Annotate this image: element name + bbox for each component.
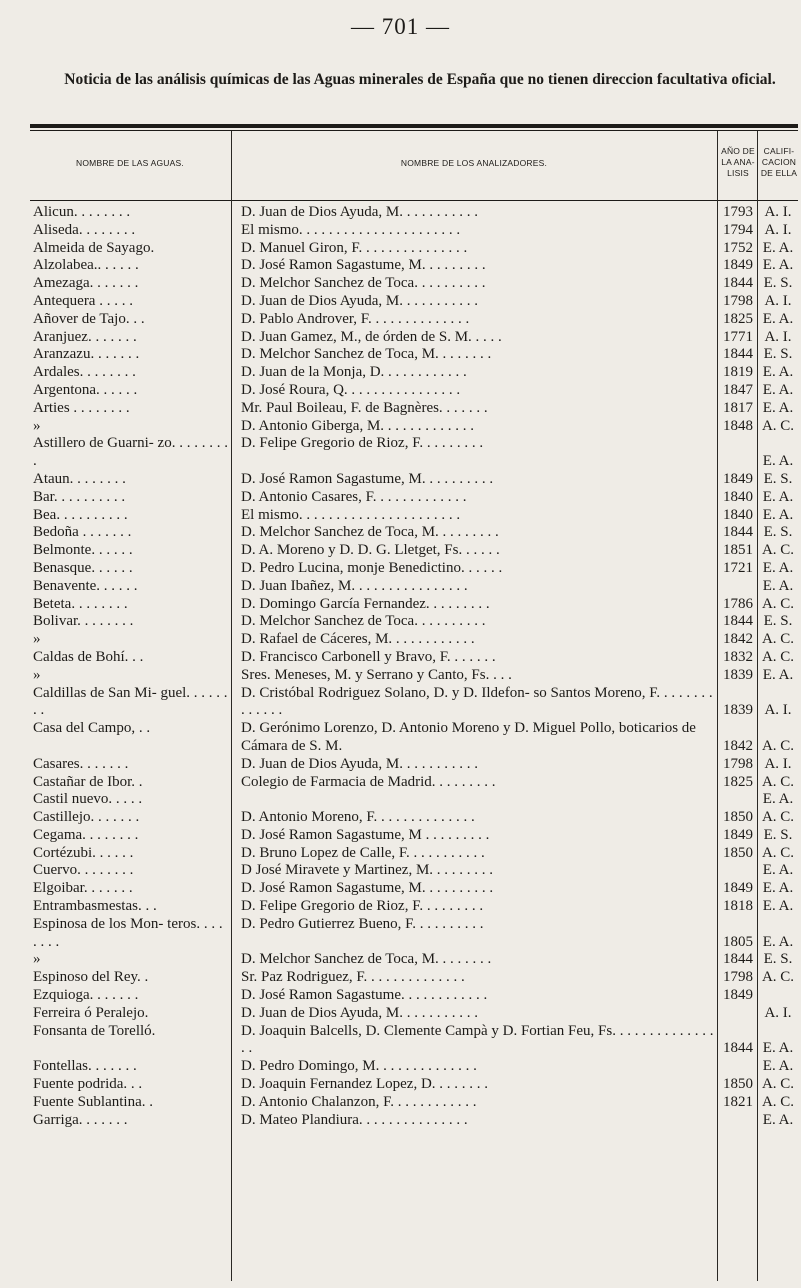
analysis-year: 1794: [723, 221, 753, 238]
table-row: [0, 329, 801, 347]
table-row: [0, 845, 801, 863]
analysis-year: 1849: [723, 470, 753, 487]
table-row: [0, 204, 801, 222]
analyst-name: D. Pedro Gutierrez Bueno, F. . . . . . . . . .: [241, 915, 484, 932]
spring-name: Añover de Tajo. . .: [33, 310, 145, 327]
analysis-year: 1721: [723, 559, 753, 576]
spring-name: Amezaga. . . . . . .: [33, 275, 139, 292]
spring-name: Antequera . . . . .: [33, 292, 133, 309]
analysis-year: 1850: [723, 1076, 753, 1093]
rating: E. A.: [762, 506, 794, 523]
table-row: [0, 649, 801, 667]
table-row: [0, 951, 801, 969]
analysis-year: 1825: [723, 773, 753, 790]
springs-table: [0, 204, 801, 1129]
table-row: [0, 1094, 801, 1112]
rating: A. C.: [761, 773, 795, 790]
analysis-year: 1848: [723, 417, 753, 434]
analysis-year: 1819: [723, 364, 753, 381]
analysis-year: 1847: [723, 381, 753, 398]
analyst-name: D. Joaquin Balcells, D. Clemente Campà y D. Fortian Feu, Fs. . . . . . . . . . . . . . . .: [241, 1022, 714, 1057]
analysis-year: 1825: [723, 310, 753, 327]
analysis-year: 1839: [723, 666, 753, 683]
table-row: [0, 240, 801, 258]
spring-name: Almeida de Sayago.: [33, 239, 155, 256]
analyst-name: D. José Roura, Q. . . . . . . . . . . . . . . .: [241, 381, 461, 398]
rating: E. S.: [763, 951, 793, 968]
spring-name: Fonsanta de Torelló.: [33, 1022, 156, 1039]
table-row: [0, 257, 801, 275]
rating: E. S.: [763, 826, 793, 843]
rating: E. A.: [762, 453, 794, 470]
analyst-name: D. Felipe Gregorio de Rioz, F. . . . . . . . .: [241, 898, 484, 915]
analyst-name: D. José Ramon Sagastume, M. . . . . . . . . .: [241, 880, 494, 897]
rating: A. C.: [761, 542, 795, 559]
top-rule-thin: [30, 130, 798, 131]
spring-name: Argentona. . . . . .: [33, 381, 138, 398]
table-row: [0, 685, 801, 721]
analyst-name: Sres. Meneses, M. y Serrano y Canto, Fs. . . .: [241, 666, 512, 683]
spring-name: Elgoibar. . . . . . .: [33, 880, 133, 897]
rating: E. A.: [762, 862, 794, 879]
analyst-name: D. Cristóbal Rodriguez Solano, D. y D. Ildefon- so Santos Moreno, F. . . . . . . . . . . . . .: [241, 684, 713, 719]
table-row: [0, 827, 801, 845]
analyst-name: D. Melchor Sanchez de Toca, M. . . . . . . .: [241, 346, 492, 363]
rating: A. C.: [761, 809, 795, 826]
rating: E. A.: [762, 399, 794, 416]
analysis-year: 1849: [723, 826, 753, 843]
spring-name: Benasque. . . . . .: [33, 559, 133, 576]
spring-name: Casa del Campo, . .: [33, 720, 151, 737]
table-row: [0, 774, 801, 792]
table-row: [0, 275, 801, 293]
analysis-year: 1844: [723, 346, 753, 363]
spring-name: Cegama. . . . . . . .: [33, 826, 139, 843]
spring-name: Garriga. . . . . . .: [33, 1111, 128, 1128]
table-row: [0, 542, 801, 560]
rating: A. C.: [761, 631, 795, 648]
table-row: [0, 756, 801, 774]
analysis-year: 1786: [723, 595, 753, 612]
top-rule-thick: [30, 124, 798, 128]
spring-name: Entrambasmestas. . .: [33, 898, 157, 915]
rating: E. S.: [763, 275, 793, 292]
header-divider: [30, 200, 798, 201]
analyst-name: D. Rafael de Cáceres, M. . . . . . . . . . . .: [241, 631, 475, 648]
spring-name: Beteta. . . . . . . .: [33, 595, 128, 612]
table-row: [0, 667, 801, 685]
analyst-name: D. Joaquin Fernandez Lopez, D. . . . . . . .: [241, 1076, 489, 1093]
page-number: — 701 —: [351, 14, 450, 39]
rating: E. A.: [762, 257, 794, 274]
rating: A. I.: [764, 221, 792, 238]
analyst-name: D. Melchor Sanchez de Toca. . . . . . . . . .: [241, 275, 486, 292]
analyst-name: D. Pablo Androver, F. . . . . . . . . . . . . .: [241, 310, 470, 327]
analyst-name: D. Felipe Gregorio de Rioz, F. . . . . . . . .: [241, 435, 484, 452]
analyst-name: D. Pedro Lucina, monje Benedictino. . . . . .: [241, 559, 503, 576]
table-row: [0, 987, 801, 1005]
analysis-year: 1844: [723, 1040, 753, 1057]
analyst-name: D. A. Moreno y D. D. G. Lletget, Fs. . . . . .: [241, 542, 500, 559]
analyst-name: D. Antonio Casares, F. . . . . . . . . . . . .: [241, 488, 467, 505]
spring-name: Fuente podrida. . .: [33, 1076, 143, 1093]
rating: E. A.: [762, 577, 794, 594]
table-row: [0, 596, 801, 614]
table-row: [0, 507, 801, 525]
column-header-analysts: NOMBRE DE LOS ANALIZADORES.: [400, 158, 548, 168]
analysis-year: 1842: [723, 631, 753, 648]
rating: A. C.: [761, 969, 795, 986]
analysis-year: 1752: [723, 239, 753, 256]
spring-name: Alicun. . . . . . . .: [33, 204, 131, 220]
analyst-name: D. José Ramon Sagastume. . . . . . . . . . . .: [241, 987, 488, 1004]
spring-name: Aranzazu. . . . . . .: [33, 346, 140, 363]
spring-name: Bar. . . . . . . . . .: [33, 488, 126, 505]
analyst-name: D. Manuel Giron, F. . . . . . . . . . . . . . .: [241, 239, 468, 256]
analyst-name: Mr. Paul Boileau, F. de Bagnères. . . . . . .: [241, 399, 488, 416]
table-row: [0, 791, 801, 809]
spring-name: Fontellas. . . . . . .: [33, 1058, 137, 1075]
analysis-year: 1818: [723, 898, 753, 915]
rating: A. C.: [761, 844, 795, 861]
rating: E. S.: [763, 524, 793, 541]
table-row: [0, 364, 801, 382]
table-row: [0, 489, 801, 507]
rating: A. C.: [761, 1093, 795, 1110]
analysis-year: 1850: [723, 844, 753, 861]
analyst-name: Colegio de Farmacia de Madrid. . . . . . . . .: [241, 773, 496, 790]
table-row: [0, 346, 801, 364]
analysis-year: 1844: [723, 275, 753, 292]
analyst-name: D. Domingo García Fernandez. . . . . . . . .: [241, 595, 490, 612]
spring-name: Espinosa de los Mon- teros. . . . . . . .: [33, 915, 223, 950]
table-row: [0, 1076, 801, 1094]
analyst-name: D. Melchor Sanchez de Toca, M. . . . . . . .: [241, 951, 492, 968]
spring-name: Bolivar. . . . . . . .: [33, 613, 134, 630]
analyst-name: D. Juan de Dios Ayuda, M. . . . . . . . . . .: [241, 755, 478, 772]
analyst-name: El mismo. . . . . . . . . . . . . . . . . . . . . .: [241, 506, 461, 523]
spring-name: Ferreira ó Peralejo.: [33, 1004, 149, 1021]
rating: E. A.: [762, 880, 794, 897]
spring-name: Bedoña . . . . . . .: [33, 524, 132, 541]
analyst-name: D. Juan Ibañez, M. . . . . . . . . . . . . . . .: [241, 577, 468, 594]
analyst-name: D José Miravete y Martinez, M. . . . . . . . .: [241, 862, 494, 879]
page-heading: Noticia de las análisis químicas de las Aguas minerales de España que no tienen direccion facultativa oficial.: [64, 71, 776, 88]
analyst-name: D. José Ramon Sagastume, M. . . . . . . . .: [241, 257, 486, 274]
spring-name: Ardales. . . . . . . .: [33, 364, 136, 381]
spring-name: Belmonte. . . . . .: [33, 542, 133, 559]
analysis-year: 1817: [723, 399, 753, 416]
analysis-year: 1798: [723, 969, 753, 986]
analyst-name: D. Mateo Plandiura. . . . . . . . . . . . . . .: [241, 1111, 468, 1128]
spring-name: Castañar de Ibor. .: [33, 773, 143, 790]
analysis-year: 1771: [723, 328, 753, 345]
analyst-name: D. Antonio Chalanzon, F. . . . . . . . . . . .: [241, 1093, 477, 1110]
table-row: [0, 969, 801, 987]
spring-name: Arties . . . . . . . .: [33, 399, 130, 416]
analyst-name: D. Gerónimo Lorenzo, D. Antonio Moreno y D. Miguel Pollo, boticarios de Cámara de S. M.: [241, 720, 696, 754]
analysis-year: 1805: [723, 933, 753, 950]
analyst-name: D. Melchor Sanchez de Toca. . . . . . . . . .: [241, 613, 486, 630]
analysis-year: 1850: [723, 809, 753, 826]
analysis-year: 1840: [723, 488, 753, 505]
analysis-year: 1832: [723, 648, 753, 665]
analysis-year: 1798: [723, 292, 753, 309]
table-row: [0, 631, 801, 649]
analyst-name: D. Melchor Sanchez de Toca, M. . . . . . . . .: [241, 524, 499, 541]
table-row: [0, 560, 801, 578]
rating: A. I.: [764, 755, 792, 772]
spring-name: Astillero de Guarni- zo. . . . . . . . .: [33, 435, 228, 470]
analysis-year: 1840: [723, 506, 753, 523]
analyst-name: D. Antonio Giberga, M. . . . . . . . . . . . .: [241, 417, 475, 434]
table-row: [0, 720, 801, 756]
analysis-year: 1842: [723, 737, 753, 754]
rating: A. C.: [761, 595, 795, 612]
table-row: [0, 1112, 801, 1130]
analyst-name: Sr. Paz Rodriguez, F. . . . . . . . . . . . . .: [241, 969, 465, 986]
spring-name: Bea. . . . . . . . . .: [33, 506, 128, 523]
table-row: [0, 880, 801, 898]
analyst-name: D. Antonio Moreno, F. . . . . . . . . . . . . .: [241, 809, 475, 826]
rating: E. A.: [762, 381, 794, 398]
analyst-name: D. Pedro Domingo, M. . . . . . . . . . . . . .: [241, 1058, 477, 1075]
spring-name: Castillejo. . . . . . .: [33, 809, 140, 826]
spring-name: Cortézubi. . . . . .: [33, 844, 134, 861]
rating: E. A.: [762, 666, 794, 683]
table-row: [0, 293, 801, 311]
analysis-year: 1849: [723, 880, 753, 897]
rating: E. A.: [762, 559, 794, 576]
spring-name: »: [33, 417, 41, 434]
rating: E. S.: [763, 470, 793, 487]
table-row: [0, 862, 801, 880]
spring-name: Casares. . . . . . .: [33, 755, 129, 772]
table-row: [0, 222, 801, 240]
rating: A. I.: [764, 1004, 792, 1021]
rating: E. A.: [762, 1040, 794, 1057]
spring-name: Ezquioga. . . . . . .: [33, 987, 139, 1004]
analyst-name: D. Juan de Dios Ayuda, M. . . . . . . . . . .: [241, 292, 478, 309]
spring-name: Fuente Sublantina. .: [33, 1093, 153, 1110]
table-row: [0, 1023, 801, 1059]
table-row: [0, 1005, 801, 1023]
table-row: [0, 471, 801, 489]
table-row: [0, 524, 801, 542]
table-row: [0, 916, 801, 952]
table-row: [0, 578, 801, 596]
analysis-year: 1844: [723, 951, 753, 968]
rating: E. A.: [762, 898, 794, 915]
analysis-year: 1839: [723, 702, 753, 719]
rating: A. I.: [764, 328, 792, 345]
analysis-year: 1793: [723, 204, 753, 220]
analysis-year: 1844: [723, 524, 753, 541]
table-row: [0, 400, 801, 418]
spring-name: Aranjuez. . . . . . .: [33, 328, 137, 345]
analysis-year: 1844: [723, 613, 753, 630]
table-row: [0, 435, 801, 471]
table-row: [0, 311, 801, 329]
spring-name: Aliseda. . . . . . . .: [33, 221, 136, 238]
rating: E. A.: [762, 791, 794, 808]
rating: A. C.: [761, 1076, 795, 1093]
spring-name: Ataun. . . . . . . .: [33, 470, 126, 487]
rating: A. C.: [761, 648, 795, 665]
rating: E. S.: [763, 346, 793, 363]
rating: E. A.: [762, 933, 794, 950]
analysis-year: 1851: [723, 542, 753, 559]
analysis-year: 1849: [723, 987, 753, 1004]
spring-name: Caldillas de San Mi- guel. . . . . . . .: [33, 684, 228, 719]
rating: E. A.: [762, 364, 794, 381]
analyst-name: D. Francisco Carbonell y Bravo, F. . . . . . .: [241, 648, 496, 665]
rating: A. I.: [764, 292, 792, 309]
analyst-name: D. Juan de Dios Ayuda, M. . . . . . . . . . .: [241, 1004, 478, 1021]
analyst-name: D. Juan de la Monja, D. . . . . . . . . . . .: [241, 364, 467, 381]
column-header-name: NOMBRE DE LAS AGUAS.: [76, 158, 184, 168]
table-row: [0, 418, 801, 436]
analysis-year: 1798: [723, 755, 753, 772]
table-row: [0, 898, 801, 916]
spring-name: »: [33, 631, 41, 648]
spring-name: Alzolabea.. . . . . .: [33, 257, 139, 274]
rating: A. C.: [761, 417, 795, 434]
analyst-name: El mismo. . . . . . . . . . . . . . . . . . . . . .: [241, 221, 461, 238]
column-header-rating: CALIFI- CACION DE ELLA: [760, 146, 798, 178]
table-row: [0, 382, 801, 400]
rating: E. A.: [762, 1058, 794, 1075]
analyst-name: D. José Ramon Sagastume, M . . . . . . . . .: [241, 826, 490, 843]
rating: A. I.: [764, 204, 792, 220]
spring-name: Benavente. . . . . .: [33, 577, 138, 594]
analyst-name: D. José Ramon Sagastume, M. . . . . . . . . .: [241, 470, 494, 487]
spring-name: »: [33, 666, 41, 683]
column-header-year: AÑO DE LA ANA- LISIS: [721, 146, 755, 178]
rating: E. A.: [762, 1111, 794, 1128]
analyst-name: D. Juan de Dios Ayuda, M. . . . . . . . . . .: [241, 204, 478, 220]
analysis-year: 1821: [723, 1093, 753, 1110]
table-row: [0, 809, 801, 827]
table-row: [0, 1058, 801, 1076]
rating: E. A.: [762, 488, 794, 505]
spring-name: »: [33, 951, 41, 968]
analyst-name: D. Bruno Lopez de Calle, F. . . . . . . . . . .: [241, 844, 485, 861]
rating: A. C.: [761, 737, 795, 754]
spring-name: Caldas de Bohí. . .: [33, 648, 144, 665]
rating: E. A.: [762, 310, 794, 327]
spring-name: Castil nuevo. . . . .: [33, 791, 143, 808]
spring-name: Espinoso del Rey. .: [33, 969, 149, 986]
table-row: [0, 613, 801, 631]
rating: A. I.: [764, 702, 792, 719]
rating: E. S.: [763, 613, 793, 630]
analyst-name: D. Juan Gamez, M., de órden de S. M. . . . .: [241, 328, 502, 345]
rating: E. A.: [762, 239, 794, 256]
analysis-year: 1849: [723, 257, 753, 274]
spring-name: Cuervo. . . . . . . .: [33, 862, 134, 879]
